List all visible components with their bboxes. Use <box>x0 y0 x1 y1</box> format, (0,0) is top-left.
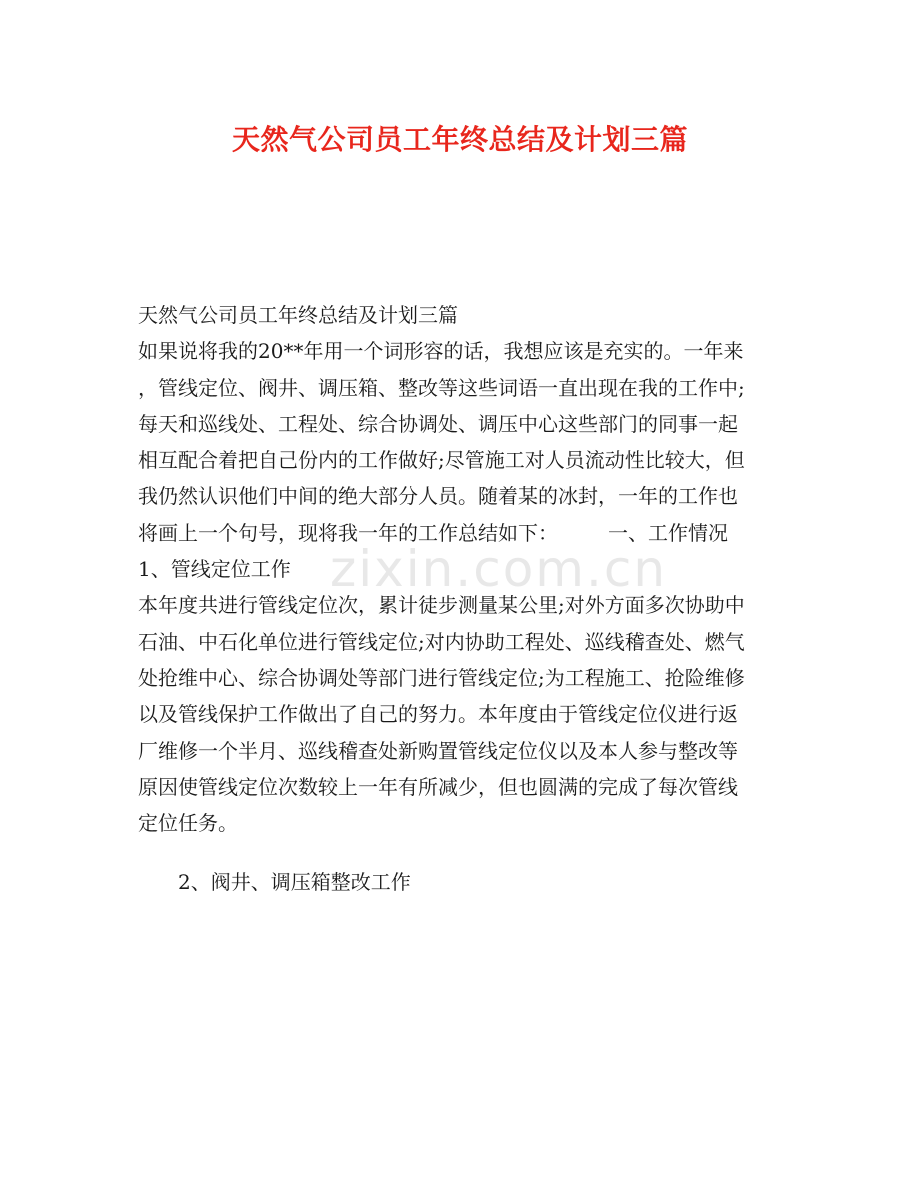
paragraph-line: 如果说将我的20**年用一个词形容的话，我想应该是充实的。一年来 <box>138 339 744 364</box>
paragraph-line: 本年度共进行管线定位次，累计徒步测量某公里;对外方面多次协助中 <box>138 593 745 618</box>
intro-last-line: 将画上一个句号，现将我一年的工作总结如下： <box>138 520 558 545</box>
section-heading: 一、工作情况 <box>608 520 728 545</box>
document-title: 天然气公司员工年终总结及计划三篇 <box>231 123 688 156</box>
watermark: zixin.com.cn <box>330 540 668 598</box>
document-subtitle: 天然气公司员工年终总结及计划三篇 <box>138 303 458 327</box>
paragraph-line: 以及管线保护工作做出了自己的努力。本年度由于管线定位仪进行返 <box>138 702 738 727</box>
paragraph-line: ，管线定位、阀井、调压箱、整改等这些词语一直出现在我的工作中; <box>138 375 745 400</box>
item1-heading: 1、管线定位工作 <box>138 557 291 582</box>
paragraph-line: 石油、中石化单位进行管线定位;对内协助工程处、巡线稽查处、燃气 <box>138 629 745 654</box>
item2-heading: 2、阀井、调压箱整改工作 <box>178 870 411 895</box>
paragraph-line: 处抢维中心、综合协调处等部门进行管线定位;为工程施工、抢险维修 <box>138 665 745 690</box>
paragraph-line: 原因使管线定位次数较上一年有所减少，但也圆满的完成了每次管线 <box>138 774 738 799</box>
document-body <box>138 297 788 901</box>
paragraph-line: 每天和巡线处、工程处、综合协调处、调压中心这些部门的同事一起 <box>138 411 738 436</box>
paragraph-line <box>138 515 788 551</box>
paragraph-line: 我仍然认识他们中间的绝大部分人员。随着某的冰封，一年的工作也 <box>138 484 738 509</box>
paragraph-line: 定位任务。 <box>138 811 238 836</box>
paragraph-line: 厂维修一个半月、巡线稽查处新购置管线定位仪以及本人参与整改等 <box>138 738 738 763</box>
paragraph-line: 相互配合着把自己份内的工作做好;尽管施工对人员流动性比较大，但 <box>138 448 745 473</box>
